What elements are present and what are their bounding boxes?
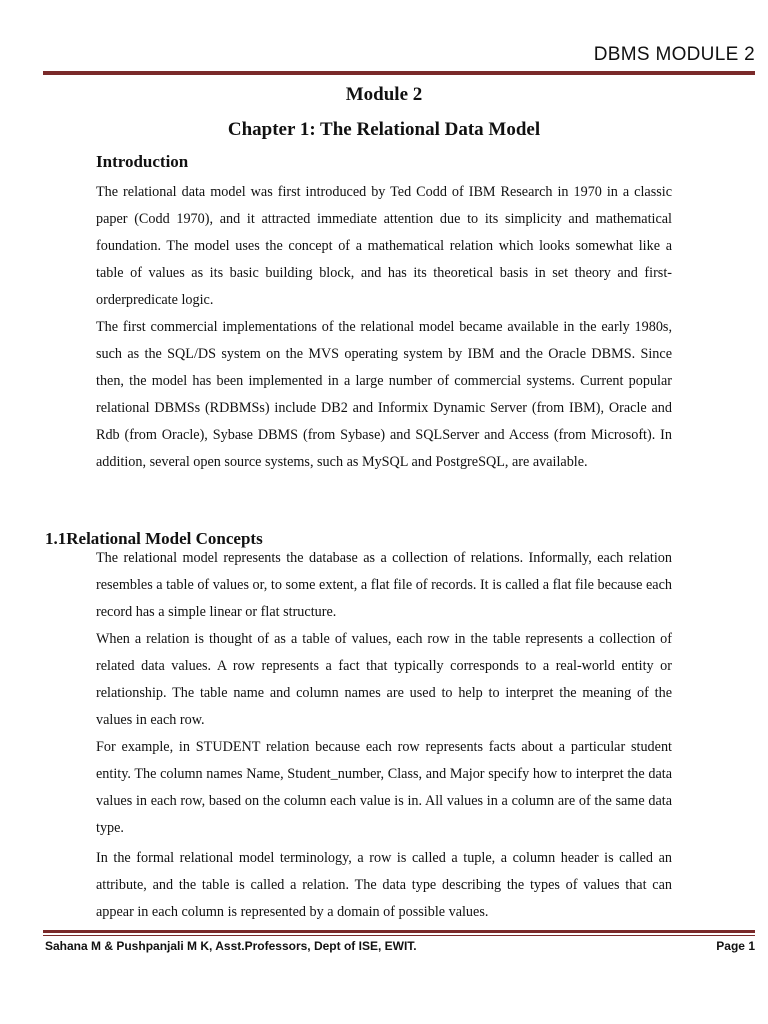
intro-paragraph-2: The first commercial implementations of the relational model became available in the early 1980s, such as the SQL/DS system on the MVS operating system by IBM and the Oracle DBMS. Since then, the model has been implemented in a large number of commercial systems. Current popular relational DBMSs (RDBMSs) include DB2 and Informix Dynamic Server (from IBM), Oracle and Rdb (from Oracle), Sybase DBMS (from Sybase) and SQLServer and Access (from Microsoft). In addition, several open source systems, such as MySQL and PostgreSQL, are available. <box>96 319 672 470</box>
footer-rule <box>43 930 755 933</box>
footer-rule-thin <box>43 935 755 936</box>
section-paragraph-3: For example, in STUDENT relation because each row represents facts about a particular student entity. The column names Name, Student_number, Class, and Major specify how to interpret the data values in each row, based on the column each value is in. All values in a column are of the same data type. <box>96 739 672 836</box>
module-title: Module 2 <box>345 84 423 105</box>
running-header: DBMS MODULE 2 <box>593 44 755 65</box>
chapter-title: Chapter 1: The Relational Data Model <box>227 119 541 140</box>
footer-authors: Sahana M & Pushpanjali M K, Asst.Professors, Dept of ISE, EWIT. <box>45 939 417 953</box>
introduction-heading: Introduction <box>96 152 189 171</box>
section-paragraph-1: The relational model represents the database as a collection of relations. Informally, each relation resembles a table of values or, to some extent, a flat file of records. It is called a flat file because each record has a simple linear or flat structure. <box>96 550 672 620</box>
section-heading: 1.1Relational Model Concepts <box>45 529 263 548</box>
page-number: Page 1 <box>716 939 755 953</box>
section-paragraph-2: When a relation is thought of as a table of values, each row in the table represents a collection of related data values. A row represents a fact that typically corresponds to a real-world entity or relationship. The table name and column names are used to help to interpret the meaning of the values in each row. <box>96 631 672 728</box>
intro-paragraph-1: The relational data model was first introduced by Ted Codd of IBM Research in 1970 in a classic paper (Codd 1970), and it attracted immediate attention due to its simplicity and mathematical foundation. The model uses the concept of a mathematical relation which looks somewhat like a table of values as its basic building block, and has its theoretical basis in set theory and first-orderpredicate logic. <box>96 184 672 308</box>
section-paragraph-4: In the formal relational model terminology, a row is called a tuple, a column header is called an attribute, and the table is called a relation. The data type describing the types of values that can appear in each column is represented by a domain of possible values. <box>96 850 672 920</box>
header-rule <box>43 71 755 75</box>
